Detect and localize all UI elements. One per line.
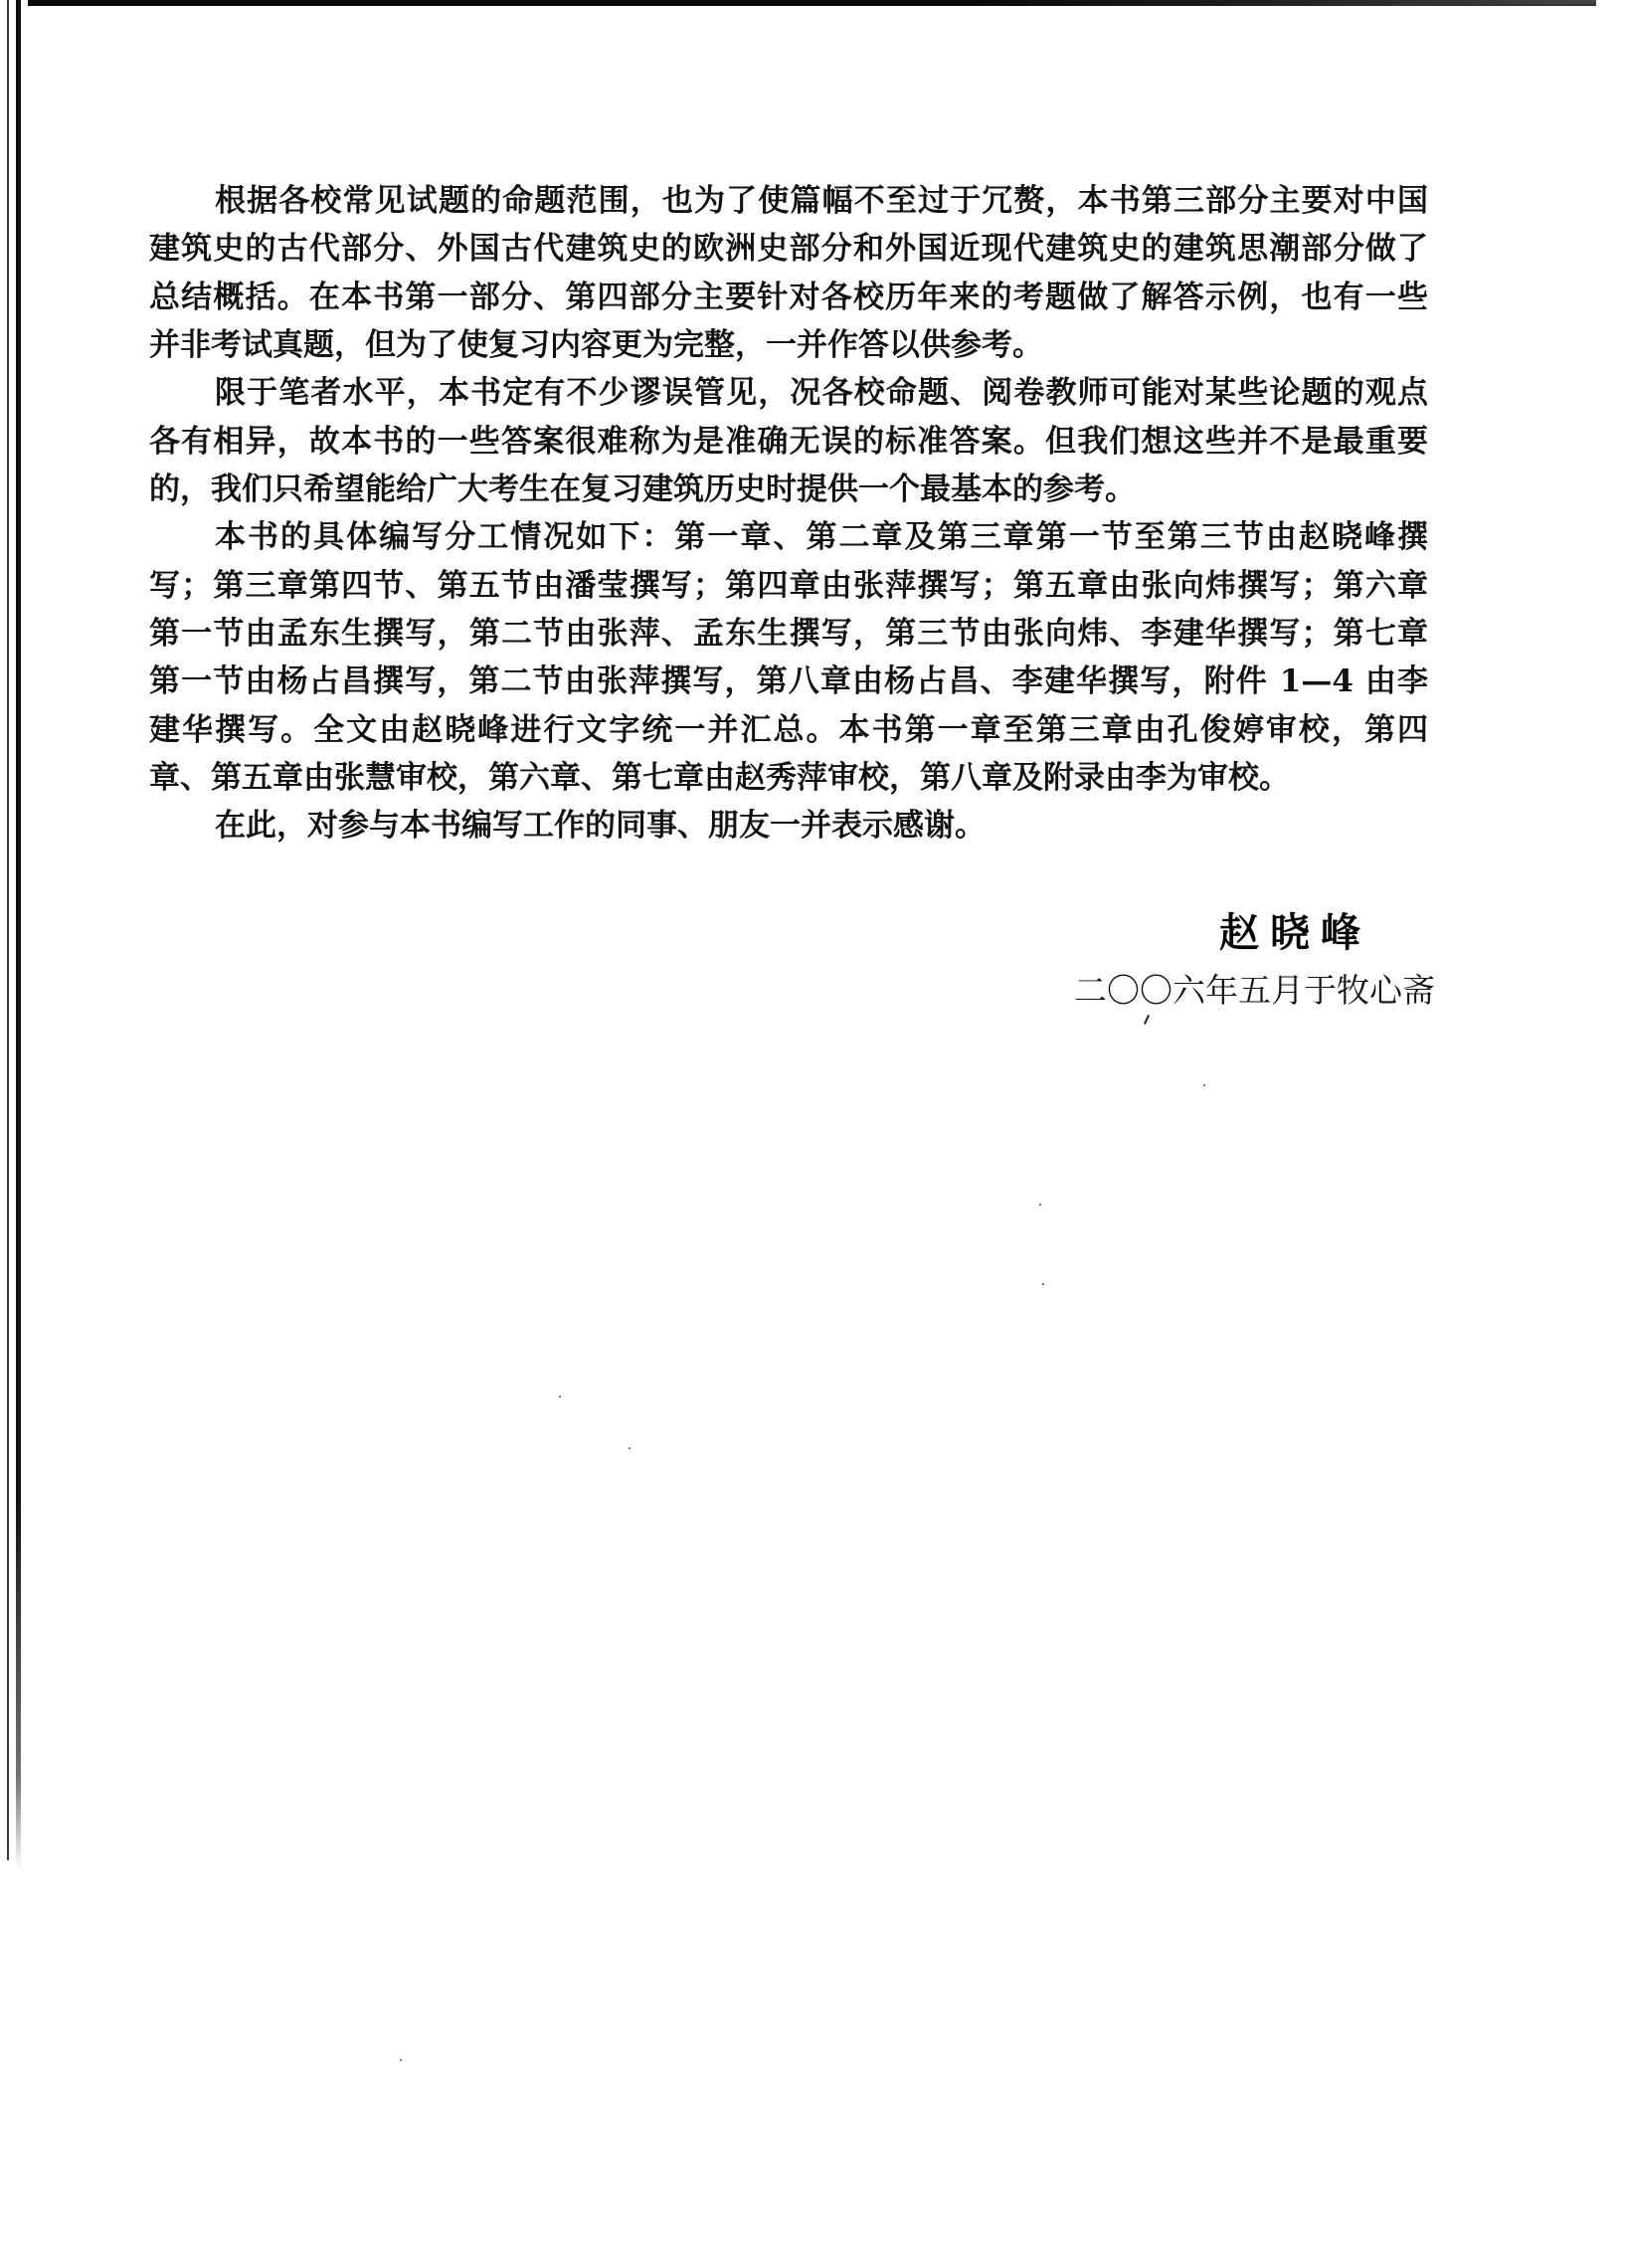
paragraph-1-line-2: 建筑史的古代部分、外国古代建筑史的欧洲史部分和外国近现代建筑史的建筑思潮部分做了 — [149, 231, 1428, 268]
binding-edge-shadow — [16, 0, 21, 1870]
paragraph-3-line-6: 章、第五章由张慧审校，第六章、第七章由赵秀萍审校，第八章及附录由李为审校。 — [149, 760, 1290, 797]
scan-speck — [629, 1447, 631, 1449]
author-signature: 赵晓峰 — [1219, 909, 1360, 956]
top-edge-line — [28, 0, 1596, 6]
paragraph-3-line-3: 第一节由孟东生撰写，第二节由张萍、孟东生撰写，第三节由张向炜、李建华撰写；第七章 — [149, 616, 1428, 653]
scan-speck — [1042, 1283, 1044, 1285]
scan-speck — [559, 1396, 561, 1398]
paragraph-3-line-5: 建华撰写。全文由赵晓峰进行文字统一并汇总。本书第一章至第三章由孔俊婷审校，第四 — [149, 711, 1428, 748]
paragraph-3-line-1: 本书的具体编写分工情况如下：第一章、第二章及第三章第一节至第三节由赵晓峰撰 — [215, 519, 1428, 556]
scan-mark — [1144, 1015, 1150, 1025]
preface-body — [149, 177, 1428, 850]
paragraph-1-line-1: 根据各校常见试题的命题范围，也为了使篇幅不至过于冗赘，本书第三部分主要对中国 — [215, 183, 1428, 219]
date-and-place: 二〇〇六年五月于牧心斋 — [1074, 971, 1435, 1010]
paragraph-2-line-2: 各有相异，故本书的一些答案很难称为是准确无误的标准答案。但我们想这些并不是最重要 — [149, 423, 1428, 460]
binding-edge-line — [7, 0, 9, 1860]
paragraph-4-line-1: 在此，对参与本书编写工作的同事、朋友一并表示感谢。 — [215, 808, 986, 845]
scan-speck — [1203, 1084, 1205, 1086]
scan-speck — [1039, 1204, 1041, 1206]
paragraph-1-line-4: 并非考试真题，但为了使复习内容更为完整，一并作答以供参考。 — [149, 327, 1043, 364]
paragraph-2-line-3: 的，我们只希望能给广大考生在复习建筑历史时提供一个最基本的参考。 — [149, 472, 1136, 508]
paragraph-3-line-4: 第一节由杨占昌撰写，第二节由张萍撰写，第八章由杨占昌、李建华撰写，附件 1—4 由李 — [149, 663, 1428, 700]
paragraph-2-line-1: 限于笔者水平，本书定有不少谬误管见，况各校命题、阅卷教师可能对某些论题的观点 — [215, 375, 1428, 412]
paragraph-3-line-2: 写；第三章第四节、第五节由潘莹撰写；第四章由张萍撰写；第五章由张向炜撰写；第六章 — [149, 567, 1428, 604]
paragraph-1-line-3: 总结概括。在本书第一部分、第四部分主要针对各校历年来的考题做了解答示例，也有一些 — [149, 279, 1428, 315]
scan-speck — [400, 2059, 402, 2061]
top-edge-line-tail — [1392, 4, 1596, 6]
